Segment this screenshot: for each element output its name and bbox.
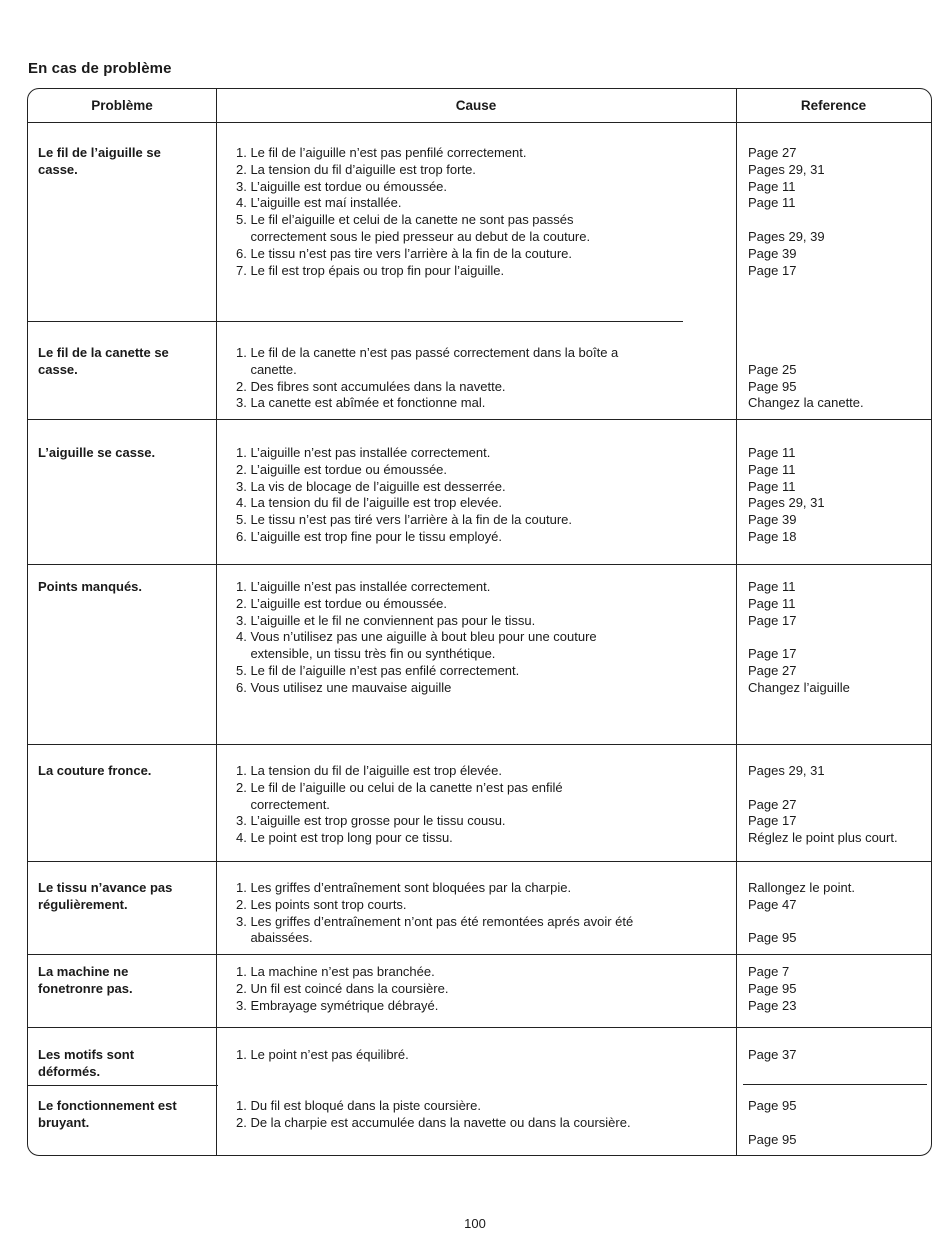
problem-cell: L’aiguille se casse. bbox=[38, 445, 156, 460]
reference-item: Rallongez le point. bbox=[748, 880, 855, 895]
row-divider bbox=[28, 861, 931, 862]
reference-item: Page 23 bbox=[748, 997, 797, 1013]
reference-item: Page 95 bbox=[748, 378, 797, 394]
problem-cell: La couture fronce. bbox=[38, 763, 152, 778]
reference-list bbox=[748, 964, 928, 1014]
page-title: En cas de problème bbox=[28, 60, 172, 77]
cause-item: 5. Le tissu n’est pas tiré vers l’arrière à la fin de la couture. bbox=[236, 512, 572, 528]
cause-list bbox=[236, 763, 736, 847]
cause-item: 3. La canette est abîmée et fonctionne mal. bbox=[236, 395, 486, 411]
cause-item: 2. L’aiguille est tordue ou émoussée. bbox=[236, 461, 448, 477]
reference-item: Page 17 bbox=[748, 612, 797, 628]
cause-item: 3. L’aiguille est tordue ou émoussée. bbox=[236, 178, 448, 194]
reference-item: Page 27 bbox=[748, 662, 797, 678]
troubleshooting-table bbox=[27, 88, 932, 1156]
cause-item: 2. Les points sont trop courts. bbox=[236, 896, 407, 912]
row-divider bbox=[28, 122, 931, 123]
page-number: 100 bbox=[464, 1216, 486, 1231]
reference-item bbox=[748, 345, 928, 362]
cause-item: 5. Le fil el’aiguille et celui de la canette ne sont pas passés correctement sous le pied presseur au debut de la couture. bbox=[236, 212, 591, 244]
reference-item: Réglez le point plus court. bbox=[748, 830, 898, 846]
row-divider bbox=[28, 1085, 218, 1086]
cause-item: 6. Le tissu n’est pas tire vers l’arrière à la fin de la couture. bbox=[236, 245, 572, 261]
header-cause: Cause bbox=[455, 98, 497, 113]
cause-list bbox=[236, 1098, 736, 1132]
cause-list bbox=[236, 880, 736, 947]
cause-list bbox=[236, 964, 736, 1014]
cause-list bbox=[236, 1047, 736, 1064]
reference-item: Page 17 bbox=[748, 646, 797, 662]
reference-item: Pages 29, 39 bbox=[748, 228, 825, 244]
cause-item: 6. L’aiguille est trop fine pour le tissu employé. bbox=[236, 528, 502, 544]
cause-item: 1. Du fil est bloqué dans la piste coursière. bbox=[236, 1098, 481, 1113]
reference-list bbox=[748, 345, 928, 412]
cause-item: 2. La tension du fil d’aiguille est trop forte. bbox=[236, 161, 476, 177]
cause-item: 1. L’aiguille n’est pas installée correctement. bbox=[236, 445, 491, 460]
cause-item: 5. Le fil de l’aiguille n’est pas enfilé correctement. bbox=[236, 662, 520, 678]
reference-item: Page 7 bbox=[748, 964, 790, 979]
reference-list bbox=[748, 579, 928, 697]
reference-item: Page 27 bbox=[748, 796, 797, 812]
row-divider bbox=[28, 744, 931, 745]
reference-item: Page 39 bbox=[748, 512, 797, 528]
reference-item: Page 11 bbox=[748, 461, 796, 477]
cause-item: 3. Les griffes d’entraînement n’ont pas été remontées aprés avoir été abaissées. bbox=[236, 913, 634, 946]
reference-list bbox=[748, 763, 928, 847]
cause-item: 2. De la charpie est accumulée dans la navette ou dans la coursière. bbox=[236, 1114, 631, 1130]
cause-item: 2. Des fibres sont accumulées dans la navette. bbox=[236, 378, 506, 394]
reference-item: Pages 29, 31 bbox=[748, 161, 825, 177]
problem-cell: Les motifs sont déformés. bbox=[38, 1047, 135, 1079]
reference-list bbox=[748, 145, 928, 279]
cause-item: 4. L’aiguille est maí installée. bbox=[236, 195, 402, 211]
cause-list bbox=[236, 445, 736, 546]
cause-list bbox=[236, 579, 736, 697]
row-divider bbox=[28, 419, 931, 420]
cause-item: 1. Les griffes d’entraînement sont bloquées par la charpie. bbox=[236, 880, 572, 895]
reference-item: Page 95 bbox=[748, 1098, 797, 1113]
reference-item: Changez la canette. bbox=[748, 395, 864, 411]
reference-list bbox=[748, 880, 928, 947]
reference-item: Page 95 bbox=[748, 930, 797, 946]
reference-item: Page 11 bbox=[748, 178, 796, 194]
reference-item: Page 11 bbox=[748, 445, 796, 460]
reference-item: Pages 29, 31 bbox=[748, 763, 825, 778]
cause-item: 1. Le point n’est pas équilibré. bbox=[236, 1047, 409, 1062]
row-divider bbox=[28, 1027, 931, 1028]
reference-item bbox=[748, 780, 928, 797]
reference-list bbox=[748, 1047, 928, 1064]
reference-item bbox=[748, 914, 928, 931]
cause-item: 3. Embrayage symétrique débrayé. bbox=[236, 997, 439, 1013]
cause-item: 2. L’aiguille est tordue ou émoussée. bbox=[236, 595, 448, 611]
row-divider bbox=[28, 954, 931, 955]
cause-item: 4. Vous n’utilisez pas une aiguille à bout bleu pour une couture extensible, un tissu très fin ou synthétique. bbox=[236, 629, 597, 662]
cause-item: 2. Le fil de l’aiguille ou celui de la canette n’est pas enfilé correctement. bbox=[236, 779, 563, 812]
cause-item: 3. L’aiguille et le fil ne conviennent pas pour le tissu. bbox=[236, 612, 536, 628]
reference-item: Page 39 bbox=[748, 245, 797, 261]
reference-item: Page 11 bbox=[748, 579, 796, 594]
problem-cell: La machine ne fonetronre pas. bbox=[38, 964, 133, 996]
cause-item: 3. La vis de blocage de l’aiguille est desserrée. bbox=[236, 478, 506, 494]
reference-item bbox=[748, 629, 928, 646]
problem-cell: Le fil de la canette se casse. bbox=[38, 345, 169, 377]
header-problem: Problème bbox=[91, 98, 153, 113]
reference-item: Page 17 bbox=[748, 262, 797, 278]
reference-item: Pages 29, 31 bbox=[748, 495, 825, 511]
problem-cell: Points manqués. bbox=[38, 579, 143, 594]
reference-item bbox=[748, 212, 928, 229]
reference-item: Page 11 bbox=[748, 195, 796, 211]
header-reference: Reference bbox=[800, 98, 867, 113]
cause-item: 1. L’aiguille n’est pas installée correctement. bbox=[236, 579, 491, 594]
problem-cell: Le fonctionnement est bruyant. bbox=[38, 1098, 177, 1130]
cause-item: 1. Le fil de l’aiguille n’est pas penfilé correctement. bbox=[236, 145, 527, 160]
cause-item: 6. Vous utilisez une mauvaise aiguille bbox=[236, 679, 452, 695]
reference-item: Page 17 bbox=[748, 813, 797, 829]
cause-list bbox=[236, 345, 736, 412]
reference-item: Changez l’aiguille bbox=[748, 679, 850, 695]
column-divider bbox=[216, 89, 217, 1155]
reference-item: Page 11 bbox=[748, 595, 796, 611]
reference-item: Page 18 bbox=[748, 528, 797, 544]
reference-list bbox=[748, 1098, 928, 1148]
cause-item: 1. La tension du fil de l’aiguille est trop élevée. bbox=[236, 763, 502, 778]
cause-item: 4. Le point est trop long pour ce tissu. bbox=[236, 830, 453, 846]
problem-cell: Le tissu n’avance pas régulièrement. bbox=[38, 880, 173, 912]
reference-list bbox=[748, 445, 928, 546]
cause-item: 4. La tension du fil de l’aiguille est trop elevée. bbox=[236, 495, 502, 511]
cause-item: 3. L’aiguille est trop grosse pour le tissu cousu. bbox=[236, 813, 506, 829]
reference-item: Page 27 bbox=[748, 145, 797, 160]
column-divider bbox=[736, 89, 737, 1155]
cause-list bbox=[236, 145, 736, 279]
reference-item: Page 95 bbox=[748, 1131, 797, 1147]
problem-cell: Le fil de l’aiguille se casse. bbox=[38, 145, 161, 177]
cause-item: 1. La machine n’est pas branchée. bbox=[236, 964, 435, 979]
reference-item: Page 25 bbox=[748, 361, 797, 377]
row-divider bbox=[743, 1084, 927, 1085]
cause-item: 1. Le fil de la canette n’est pas passé correctement dans la boîte a canette. bbox=[236, 345, 619, 377]
reference-item bbox=[748, 1115, 928, 1132]
row-divider bbox=[28, 564, 931, 565]
reference-item: Page 37 bbox=[748, 1047, 797, 1062]
row-divider bbox=[28, 321, 683, 322]
cause-item: 7. Le fil est trop épais ou trop fin pour l’aiguille. bbox=[236, 262, 505, 278]
reference-item: Page 47 bbox=[748, 896, 797, 912]
reference-item: Page 11 bbox=[748, 478, 796, 494]
cause-item: 2. Un fil est coincé dans la coursière. bbox=[236, 980, 449, 996]
reference-item: Page 95 bbox=[748, 980, 797, 996]
